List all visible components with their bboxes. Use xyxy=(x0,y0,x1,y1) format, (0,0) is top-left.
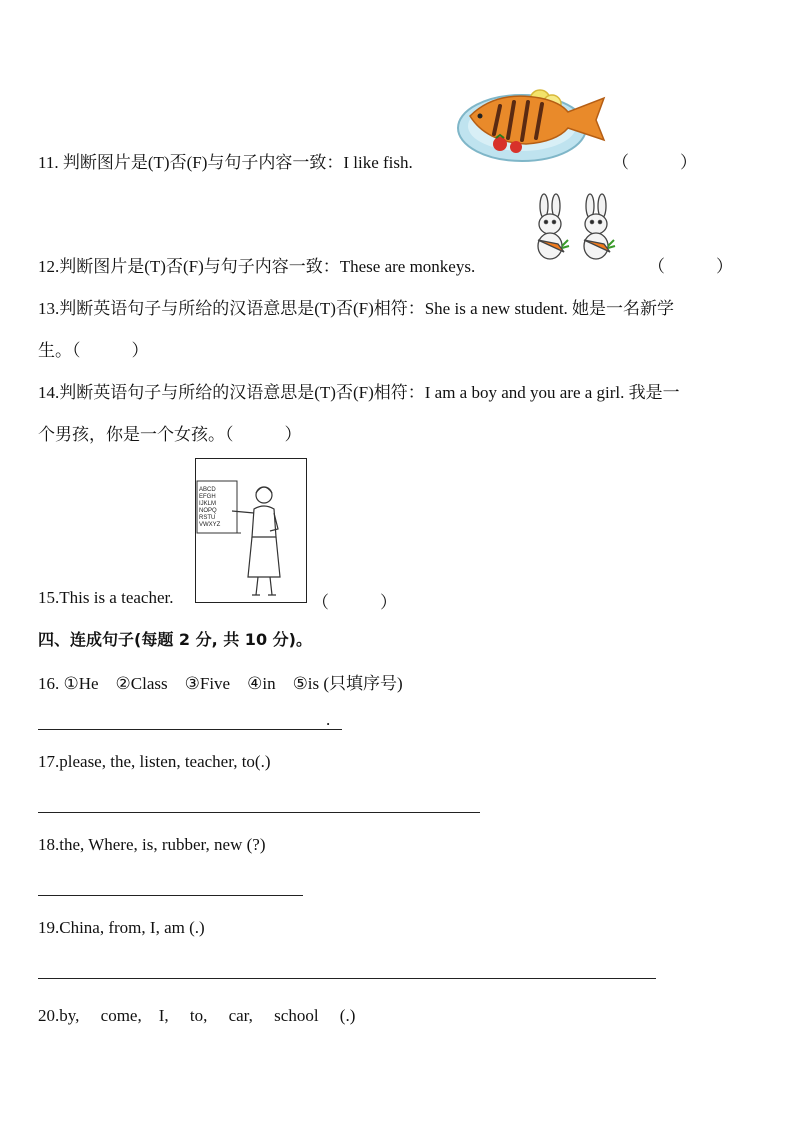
question-17-text: 17.please, the, listen, teacher, to(.) xyxy=(38,752,271,771)
rabbit-icon xyxy=(530,194,622,264)
question-13-line-1: 13.判断英语句子与所给的汉语意思是(T)否(F)相符：She is a new student. 她是一名新学 xyxy=(38,299,675,318)
board-line-4: NOPQ xyxy=(199,508,217,514)
question-12-text: 12.判断图片是(T)否(F)与句子内容一致：These are monkeys. xyxy=(38,257,476,276)
board-line-5: RSTU xyxy=(199,515,216,521)
question-20-text: 20.by, come, I, to, car, school (.) xyxy=(38,1006,356,1025)
question-14-line-1: 14.判断英语句子与所给的汉语意思是(T)否(F)相符：I am a boy and you are a girl. 我是一 xyxy=(38,383,680,402)
board-line-2: EFGH xyxy=(199,494,216,500)
question-15-text: 15.This is a teacher. xyxy=(38,588,174,607)
question-15-answer-blank[interactable]: （ ） xyxy=(312,593,397,612)
question-11-text: 11. 判断图片是(T)否(F)与句子内容一致：I like fish. xyxy=(38,153,413,172)
fish-icon xyxy=(456,84,591,164)
question-18-answer-line[interactable] xyxy=(38,895,303,896)
section-4-heading: 四、连成句子(每题 2 分, 共 10 分)。 xyxy=(38,630,312,649)
question-13-line-2[interactable]: 生。（ ） xyxy=(38,341,149,360)
board-line-1: ABCD xyxy=(199,487,216,493)
question-16-text: 16. ①He ②Class ③Five ④in ⑤is (只填序号) xyxy=(38,674,403,693)
board-line-3: IJKLM xyxy=(199,501,217,507)
question-19-text: 19.China, from, I, am (.) xyxy=(38,918,205,937)
question-16-line-period: . xyxy=(326,710,331,729)
question-19-answer-line[interactable] xyxy=(38,978,656,979)
question-17-answer-line[interactable] xyxy=(38,812,480,813)
question-12-answer-blank[interactable]: （ ） xyxy=(648,257,733,276)
question-18-text: 18.the, Where, is, rubber, new (?) xyxy=(38,835,266,854)
teacher-icon xyxy=(196,459,306,602)
fish-picture xyxy=(456,84,591,164)
rabbits-picture xyxy=(530,194,622,264)
question-11-answer-blank[interactable]: （ ） xyxy=(612,153,697,172)
question-14-line-2[interactable]: 个男孩，你是一个女孩。（ ） xyxy=(38,425,302,444)
teacher-picture xyxy=(195,458,307,603)
board-line-6: VWXYZ xyxy=(199,522,221,528)
question-16-answer-line[interactable] xyxy=(38,729,342,730)
